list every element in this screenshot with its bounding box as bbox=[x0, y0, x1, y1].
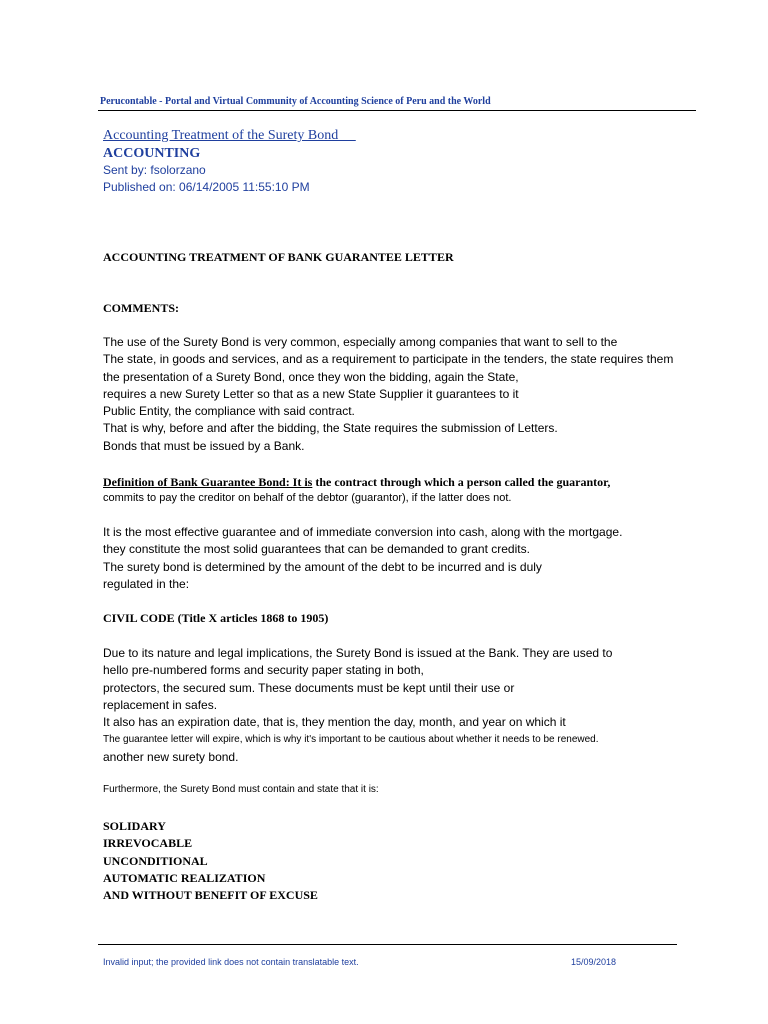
footer-note: Invalid input; the provided link does not contain translatable text. bbox=[103, 957, 359, 967]
paragraph-line: The use of the Surety Bond is very common, especially among companies that want to sell to the bbox=[103, 335, 618, 349]
civil-code-heading: CIVIL CODE (Title X articles 1868 to 1905) bbox=[103, 611, 329, 625]
paragraph-line: protectors, the secured sum. These documents must be kept until their use or bbox=[103, 680, 515, 695]
paragraph-line: regulated in the: bbox=[103, 576, 190, 591]
definition-block bbox=[103, 474, 610, 506]
property-item: AUTOMATIC REALIZATION bbox=[103, 870, 266, 885]
paragraph-line: It is the most effective guarantee and of immediate conversion into cash, along with the mortgage. bbox=[103, 525, 623, 539]
paragraph-line: replacement in safes. bbox=[103, 697, 218, 712]
paragraph-line: The guarantee letter will expire, which is why it's important to be cautious about whether it needs to be renewed. bbox=[103, 734, 599, 746]
article-author: Sent by: fsolorzano bbox=[103, 163, 206, 177]
property-item: IRREVOCABLE bbox=[103, 836, 193, 851]
property-item: AND WITHOUT BENEFIT OF EXCUSE bbox=[103, 888, 318, 903]
site-header-title: Perucontable - Portal and Virtual Community of Accounting Science of Peru and the World bbox=[100, 96, 491, 107]
article-category: ACCOUNTING bbox=[103, 146, 201, 161]
nature-paragraph bbox=[103, 645, 612, 766]
paragraph-line: Bonds that must be issued by a Bank. bbox=[103, 438, 305, 453]
paragraph-line: the presentation of a Surety Bond, once they won the bidding, again the State, bbox=[103, 369, 519, 384]
definition-line-2: commits to pay the creditor on behalf of the debtor (guarantor), if the latter does not. bbox=[103, 492, 512, 504]
paragraph-line: That is why, before and after the bidding, the State requires the submission of Letters. bbox=[103, 421, 558, 436]
effective-paragraph bbox=[103, 524, 622, 593]
footer-divider bbox=[98, 944, 677, 945]
paragraph-line: another new surety bond. bbox=[103, 749, 239, 764]
comments-heading: COMMENTS: bbox=[103, 301, 179, 315]
definition-line bbox=[103, 474, 610, 490]
definition-text: the contract through which a person called the guarantor, bbox=[312, 475, 611, 489]
furthermore-line: Furthermore, the Surety Bond must contain and state that it is: bbox=[103, 784, 379, 795]
paragraph-line: requires a new Surety Letter so that as a new State Supplier it guarantees to it bbox=[103, 386, 519, 401]
article-published-date: Published on: 06/14/2005 11:55:10 PM bbox=[103, 180, 310, 194]
properties-list bbox=[103, 818, 318, 904]
paragraph-line: The surety bond is determined by the amount of the debt to be incurred and is duly bbox=[103, 559, 542, 574]
footer-date: 15/09/2018 bbox=[571, 957, 617, 967]
definition-label: Definition of Bank Guarantee Bond: It is bbox=[103, 475, 313, 489]
property-item: SOLIDARY bbox=[103, 819, 166, 833]
main-heading: ACCOUNTING TREATMENT OF BANK GUARANTEE LETTER bbox=[103, 250, 454, 264]
header-divider bbox=[98, 110, 696, 111]
paragraph-line: The state, in goods and services, and as a requirement to participate in the tenders, the state requires them bbox=[103, 352, 674, 367]
paragraph-line: hello pre-numbered forms and security paper stating in both, bbox=[103, 663, 424, 678]
paragraph-line: they constitute the most solid guarantees that can be demanded to grant credits. bbox=[103, 542, 530, 557]
comments-paragraph bbox=[103, 334, 673, 455]
paragraph-line: Public Entity, the compliance with said contract. bbox=[103, 404, 355, 419]
paragraph-line: It also has an expiration date, that is, they mention the day, month, and year on which it bbox=[103, 715, 566, 730]
property-item: UNCONDITIONAL bbox=[103, 853, 208, 868]
paragraph-line: Due to its nature and legal implications, the Surety Bond is issued at the Bank. They are used to bbox=[103, 646, 613, 660]
article-title-link[interactable]: Accounting Treatment of the Surety Bond bbox=[103, 128, 356, 143]
